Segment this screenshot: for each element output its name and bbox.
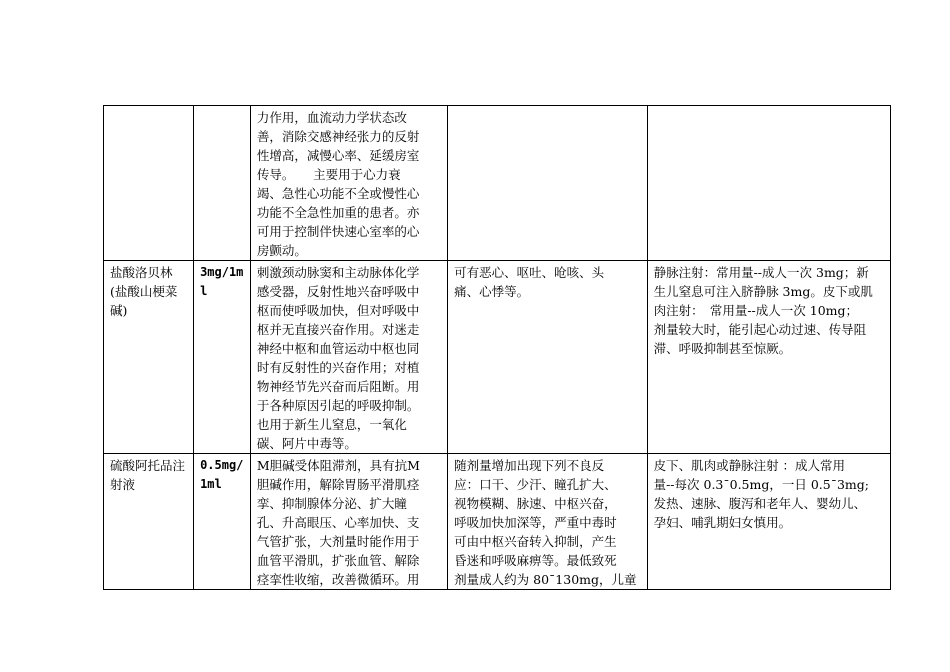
action-text: 力作用，血流动力学状态改 善，消除交感神经张力的反射 性增高，减慢心率、延缓房室 传导。 主要用于心力衰 竭、急性心功能不全或慢性心 功能不全急性加重的患者。亦 可用于控制伴快速心室率的心 房颤动。	[256, 110, 420, 258]
adverse-text: 随剂量增加出现下列不良反 应：口干、少汗、瞳孔扩大、 视物模糊、脉速、中枢兴奋， 呼吸加快加深等，严重中毒时 可由中枢兴奋转入抑制，产生 昏迷和呼吸麻痹等。最低致死 剂量成人约为 80¯130mg，儿童	[454, 458, 637, 587]
drug-name-cell	[104, 106, 194, 261]
action-text: 刺激颈动脉窦和主动脉体化学 感受器，反射性地兴奋呼吸中 枢而使呼吸加快，但对呼吸中 枢并无直接兴奋作用。对迷走 神经中枢和血管运动中枢也同 时有反射性的兴奋作用；对植 物神经节先兴奋而后阻断。用 于各种原因引起的呼吸抑制。 也用于新生儿窒息，一氧化 碳、阿片中毒等。	[256, 265, 420, 451]
adverse-cell	[448, 261, 647, 454]
table-row	[104, 106, 891, 261]
action-cell	[250, 454, 447, 590]
drug-name-cell	[104, 454, 194, 590]
dose-cell	[194, 106, 251, 261]
usage-cell	[647, 106, 890, 261]
dose-text: 3mg/1ml	[200, 265, 244, 298]
usage-cell	[647, 454, 890, 590]
drug-name-text: 硫酸阿托品注 射液	[110, 458, 186, 492]
table-row	[104, 454, 891, 590]
usage-text: 静脉注射：常用量--成人一次 3mg；新 生儿窒息可注入脐静脉 3mg。皮下或肌 肉注射： 常用量--成人一次 10mg； 剂量较大时，能引起心动过速、传导阻 滞、呼吸抑制甚至惊厥。	[653, 265, 873, 356]
table-row	[104, 261, 891, 454]
dose-cell	[194, 261, 251, 454]
drug-name-text: 盐酸洛贝林 (盐酸山梗菜 碱)	[110, 265, 178, 318]
adverse-cell	[448, 454, 647, 590]
usage-cell	[647, 261, 890, 454]
dose-cell	[194, 454, 251, 590]
adverse-text: 可有恶心、呕吐、呛咳、头 痛、心悸等。	[454, 265, 605, 299]
dose-text: 0.5mg/ 1ml	[200, 458, 244, 491]
drug-info-table	[103, 105, 891, 590]
adverse-cell	[448, 106, 647, 261]
drug-name-cell	[104, 261, 194, 454]
usage-text: 皮下、肌肉或静脉注射 ：成人常用 量--每次 0.3¯0.5mg，一日 0.5¯3mg; 发热、速脉、腹泻和老年人、婴幼儿、 孕妇、哺乳期妇女慎用。	[653, 458, 869, 530]
action-text: M胆碱受体阻滞剂，具有抗M 胆碱作用，解除胃肠平滑肌痉 挛、抑制腺体分泌、扩大瞳 孔、升高眼压、心率加快、支 气管扩张，大剂量时能作用于 血管平滑肌，扩张血管、解除 痉挛性收缩，改善微循环。用	[256, 458, 420, 587]
action-cell	[250, 261, 447, 454]
action-cell	[250, 106, 447, 261]
